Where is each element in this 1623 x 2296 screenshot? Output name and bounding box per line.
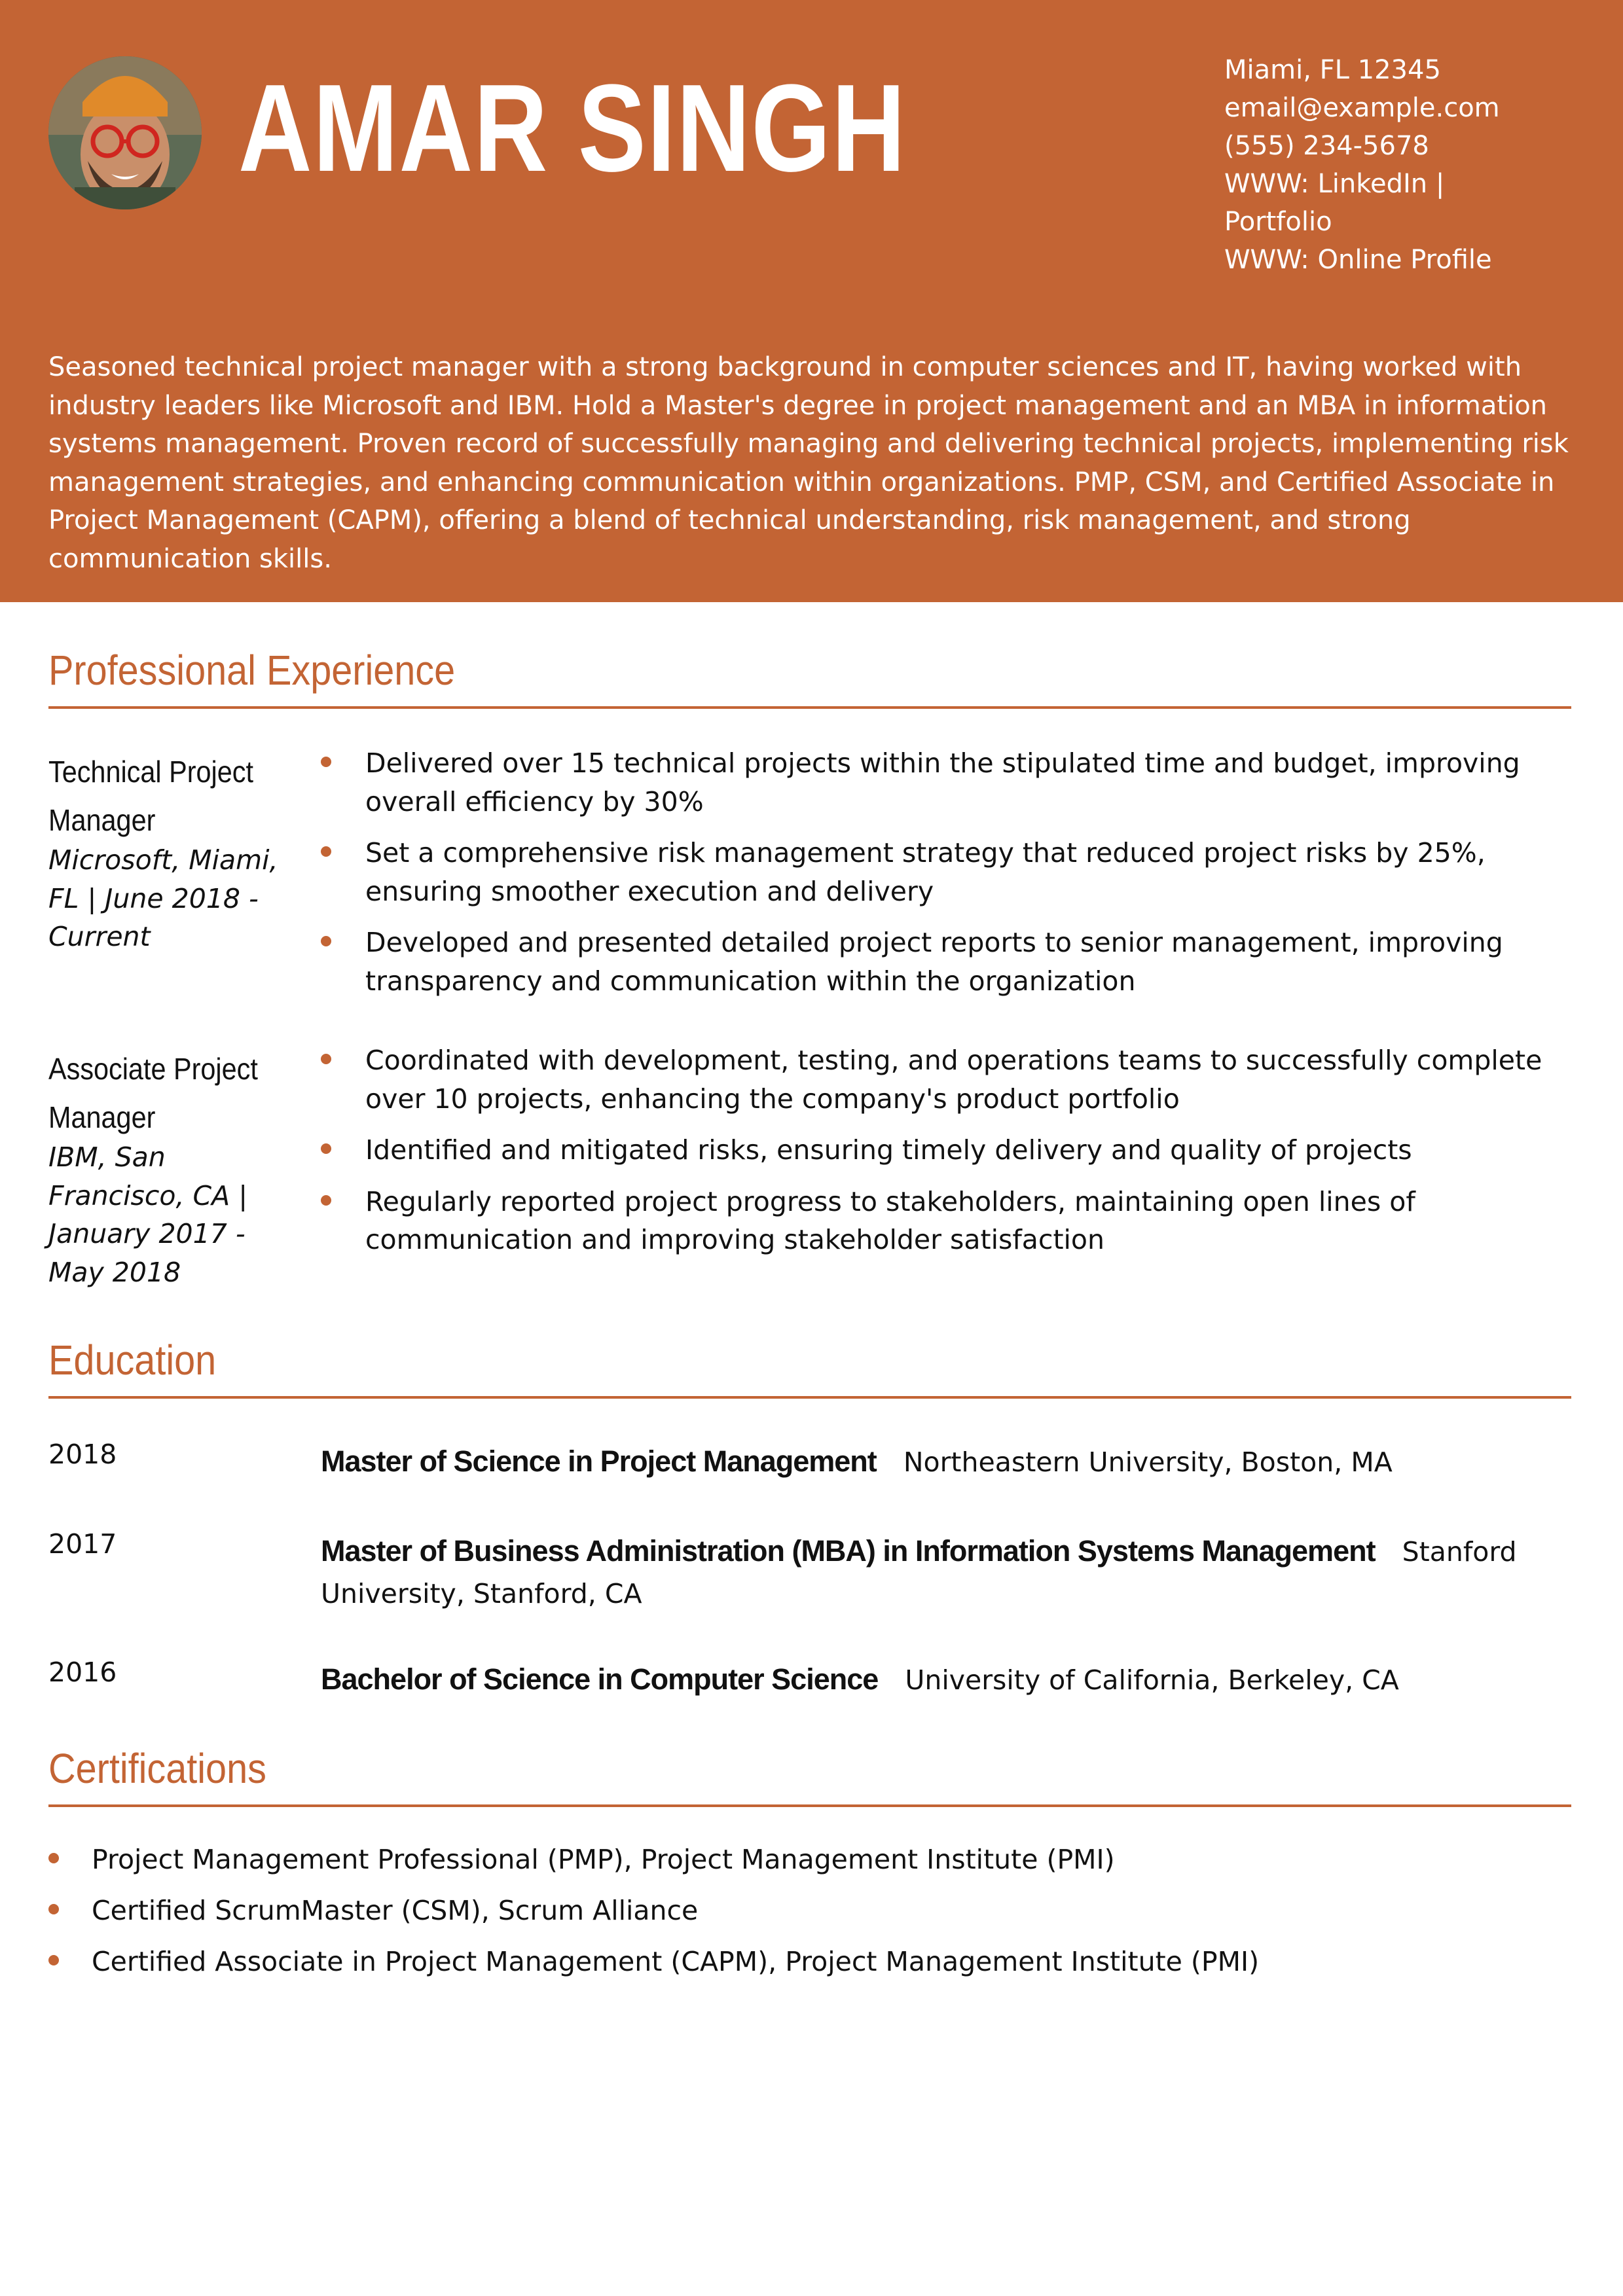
- job-title: Technical Project Manager: [48, 755, 253, 837]
- bullet-item: Set a comprehensive risk management strategy that reduced project risks by 25%, ensuring smoother execution and delivery: [321, 834, 1578, 910]
- bullet-item: Delivered over 15 technical projects within the stipulated time and budget, improving overall efficiency by 30%: [321, 744, 1578, 821]
- certifications-list: [48, 1840, 1574, 1994]
- professional-summary: Seasoned technical project manager with a strong background in computer sciences and IT, having worked with industry leaders like Microsoft and IBM. Hold a Master's degree in project management and an MBA in information systems management. Proven record of successfully managing and delivering technical projects, implementing risk management strategies, and enhancing communication within organizations. PMP, CSM, and Certified Associate in Project Management (CAPM), offering a blend of technical understanding, risk management, and strong communication skills.: [48, 352, 1569, 574]
- education-heading: Education: [48, 1336, 217, 1384]
- degree-name: Bachelor of Science in Computer Science: [321, 1662, 879, 1696]
- education-year: 2018: [48, 1439, 117, 1470]
- certification-item: Project Management Professional (PMP), Project Management Institute (PMI): [48, 1840, 1574, 1878]
- certification-item: Certified ScrumMaster (CSM), Scrum Alliance: [48, 1892, 1574, 1929]
- education-entry: [321, 1659, 1578, 1701]
- bullet-item: Regularly reported project progress to stakeholders, maintaining open lines of communication and improving stakeholder satisfaction: [321, 1183, 1578, 1259]
- education-rule: [48, 1396, 1571, 1399]
- contact-info: [1224, 51, 1591, 279]
- experience-rule: [48, 706, 1571, 709]
- degree-name: Master of Business Administration (MBA) in Information Systems Management: [321, 1534, 1376, 1568]
- education-year: 2016: [48, 1657, 117, 1688]
- degree-name: Master of Science in Project Management: [321, 1444, 877, 1478]
- school-name: Northeastern University, Boston, MA: [903, 1446, 1393, 1478]
- job-bullets: [321, 744, 1578, 1013]
- education-year: 2017: [48, 1528, 117, 1560]
- bullet-item: Identified and mitigated risks, ensuring timely delivery and quality of projects: [321, 1131, 1578, 1170]
- contact-email[interactable]: email@example.com: [1224, 93, 1500, 123]
- contact-online-profile[interactable]: WWW: Online Profile: [1224, 245, 1492, 275]
- candidate-name: AMAR SINGH: [238, 59, 907, 198]
- education-entry: [321, 1530, 1578, 1615]
- experience-heading: Professional Experience: [48, 647, 456, 694]
- bullet-item: Coordinated with development, testing, and operations teams to successfully complete over 10 projects, enhancing the company's product portfolio: [321, 1041, 1578, 1118]
- school-name: University of California, Berkeley, CA: [905, 1664, 1399, 1696]
- job-meta: IBM, San Francisco, CA | January 2017 - May 2018: [48, 1141, 248, 1288]
- certification-item: Certified Associate in Project Management (CAPM), Project Management Institute (PMI): [48, 1943, 1574, 1981]
- job-bullets: [321, 1041, 1578, 1272]
- education-entry: [321, 1441, 1578, 1483]
- certifications-heading: Certifications: [48, 1745, 266, 1792]
- bullet-item: Developed and presented detailed project reports to senior management, improving transparency and communication within the organization: [321, 924, 1578, 1000]
- school-name: Stanford University, Stanford, CA: [321, 1536, 1517, 1609]
- job-title: Associate Project Manager: [48, 1052, 258, 1134]
- job-meta: Microsoft, Miami, FL | June 2018 - Current: [48, 844, 278, 952]
- profile-photo: [48, 56, 202, 209]
- contact-phone[interactable]: (555) 234-5678: [1224, 131, 1429, 161]
- contact-links-line-1[interactable]: WWW: LinkedIn |: [1224, 169, 1445, 199]
- contact-address: Miami, FL 12345: [1224, 55, 1441, 85]
- contact-links-line-2[interactable]: Portfolio: [1224, 207, 1332, 237]
- certifications-rule: [48, 1804, 1571, 1807]
